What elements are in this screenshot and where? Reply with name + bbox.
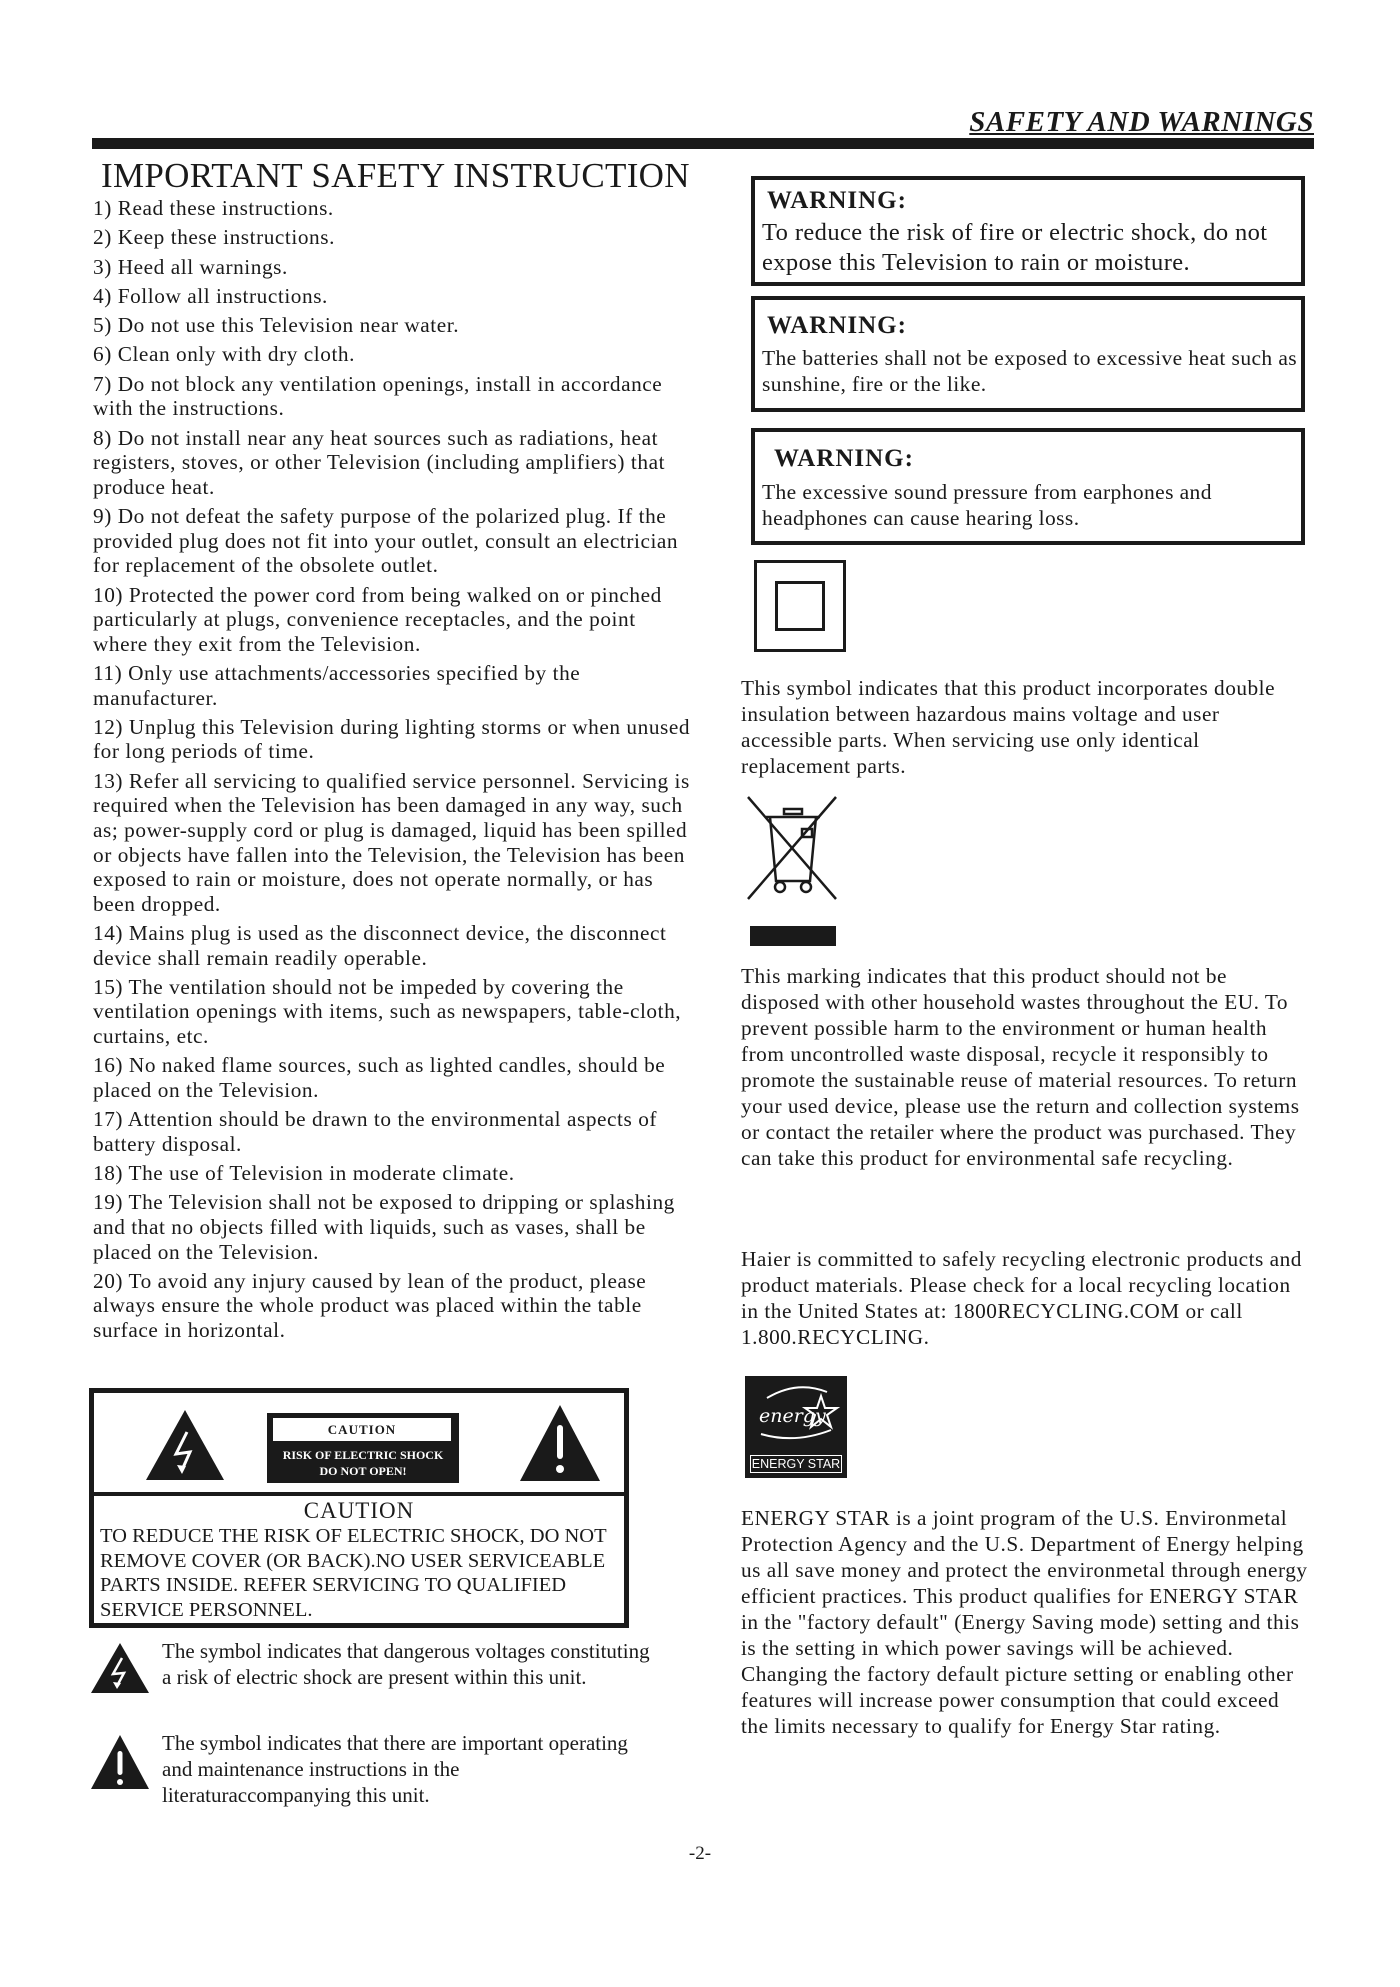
energy-star-label: ENERGY STAR <box>751 1457 841 1471</box>
warning-box <box>751 428 1305 545</box>
list-item: 10) Protected the power cord from being walked on or pinched particularly at plugs, convenience receptacles, and the point where they exit from the Television. <box>93 582 662 656</box>
list-item: 15) The ventilation should not be impeded by covering the ventilation openings with items, such as newspapers, table-cloth, curtains, etc. <box>93 974 682 1049</box>
warning-box <box>751 176 1305 286</box>
list-item: 19) The Television shall not be exposed to dripping or splashing and that no objects filled with liquids, such as vases, shall be placed on the Television. <box>93 1190 675 1264</box>
exclamation-warning-icon <box>90 1734 150 1790</box>
exclamation-symbol-text: The symbol indicates that there are important operating and maintenance instructions in the literaturaccompanying this unit. <box>162 1731 628 1807</box>
exclamation-warning-icon <box>518 1403 602 1483</box>
list-item: 4) Follow all instructions. <box>93 283 328 308</box>
electric-shock-icon <box>144 1408 226 1482</box>
list-item: 14) Mains plug is used as the disconnect device, the disconnect device shall remain readily operable. <box>93 920 667 970</box>
list-item: 8) Do not install near any heat sources such as radiations, heat registers, stoves, or other Television (including amplifiers) that produce heat. <box>93 425 666 499</box>
list-item: 12) Unplug this Television during lighting storms or when unused for long periods of time. <box>93 714 691 764</box>
energy-star-logo <box>745 1376 847 1478</box>
voltage-symbol-note <box>90 1638 650 1728</box>
electric-shock-icon <box>90 1642 150 1694</box>
list-item: 6) Clean only with dry cloth. <box>93 342 356 367</box>
section-title: SAFETY AND WARNINGS <box>969 106 1314 138</box>
list-item: 11) Only use attachments/accessories specified by the manufacturer. <box>93 660 581 710</box>
warning-text: The batteries shall not be exposed to excessive heat such as sunshine, fire or the like. <box>762 346 1298 396</box>
recycling-text: Haier is committed to safely recycling electronic products and product materials. Please check for a local recycling location in the United States at: 1800RECYCLING.COM or call 1.800.RECYCLING. <box>741 1247 1302 1349</box>
weee-underline-bar <box>750 926 836 946</box>
list-item: 3) Heed all warnings. <box>93 254 288 279</box>
warning-title: WARNING: <box>767 312 907 339</box>
list-item: 7) Do not block any ventilation openings, install in accordance with the instructions. <box>93 371 663 421</box>
header-rule <box>92 138 1314 149</box>
warning-text: To reduce the risk of fire or electric shock, do not expose this Television to rain or moisture. <box>762 219 1268 276</box>
panel-line: DO NOT OPEN! <box>319 1464 407 1478</box>
list-item: 5) Do not use this Television near water. <box>93 313 460 338</box>
caution-label-panel <box>267 1413 459 1483</box>
list-item: 17) Attention should be drawn to the environmental aspects of battery disposal. <box>93 1107 658 1156</box>
double-insulation-icon <box>754 560 846 652</box>
list-item: 13) Refer all servicing to qualified service personnel. Servicing is required when the Television has been damaged in any way, such as; power-supply cord or plug is damaged, liquid has been spilled or objects have fallen into the Television, the Television has been exposed to rain or moisture, does not operate normally, or has been dropped. <box>93 768 690 916</box>
double-insulation-text: This symbol indicates that this product incorporates double insulation between hazardous mains voltage and user accessible parts. When servicing use only identical replacement parts. <box>741 676 1276 778</box>
list-item: 1) Read these instructions. <box>93 196 334 220</box>
instruction-list <box>93 196 693 1347</box>
page-title: IMPORTANT SAFETY INSTRUCTION <box>101 156 690 195</box>
energy-star-mark <box>747 1378 843 1448</box>
caution-symbol-strip <box>94 1393 624 1496</box>
list-item: 9) Do not defeat the safety purpose of the polarized plug. If the provided plug does not fit into your outlet, consult an electrician for replacement of the obsolete outlet. <box>93 504 679 578</box>
caution-text: TO REDUCE THE RISK OF ELECTRIC SHOCK, DO NOT REMOVE COVER (OR BACK).NO USER SERVICEABLE PARTS INSIDE. REFER SERVICING TO QUALIFIED SERVICE PERSONNEL. <box>100 1525 607 1621</box>
warning-text: The excessive sound pressure from earphones and headphones can cause hearing loss. <box>762 480 1212 530</box>
page-number: -2- <box>688 1843 712 1864</box>
list-item: 2) Keep these instructions. <box>93 225 335 250</box>
list-item: 20) To avoid any injury caused by lean of the product, please always ensure the whole product was placed within the table surface in horizontal. <box>93 1268 647 1342</box>
energy-script-text: energy <box>759 1405 826 1427</box>
panel-heading: CAUTION <box>273 1418 451 1441</box>
warning-title: WARNING: <box>774 445 914 472</box>
energy-star-text: ENERGY STAR is a joint program of the U.S. Environmetal Protection Agency and the U.S. Department of Energy helping us all save money and protect the environmetal through energy efficient practices. This product qualifies for ENERGY STAR in the "factory default" (Energy Saving mode) setting and this is the setting in which power savings will be achieved. Changing the factory default picture setting or enabling other features will increase power consumption that could exceed the limits necessary to qualify for Energy Star rating. <box>741 1506 1308 1738</box>
panel-line: RISK OF ELECTRIC SHOCK <box>282 1448 444 1462</box>
weee-text: This marking indicates that this product should not be disposed with other household wastes throughout the EU. To prevent possible harm to the environment or human health from uncontrolled waste disposal, recycle it responsibly to promote the sustainable reuse of material resources. To return your used device, please use the return and collection systems or contact the retailer where the product was purchased. They can take this product for environmental safe recycling. <box>741 964 1300 1170</box>
list-item: 18) The use of Television in moderate climate. <box>93 1161 515 1186</box>
caution-heading: CAUTION <box>303 1498 415 1523</box>
crossed-bin-icon <box>742 795 842 905</box>
exclamation-symbol-note <box>90 1730 650 1820</box>
double-insulation-inner-square <box>775 581 825 631</box>
warning-box <box>751 296 1305 412</box>
caution-box <box>89 1388 629 1628</box>
voltage-symbol-text: The symbol indicates that dangerous voltages constituting a risk of electric shock are present within this unit. <box>162 1639 650 1689</box>
warning-title: WARNING: <box>767 187 907 214</box>
list-item: 16) No naked flame sources, such as lighted candles, should be placed on the Television. <box>93 1053 666 1102</box>
